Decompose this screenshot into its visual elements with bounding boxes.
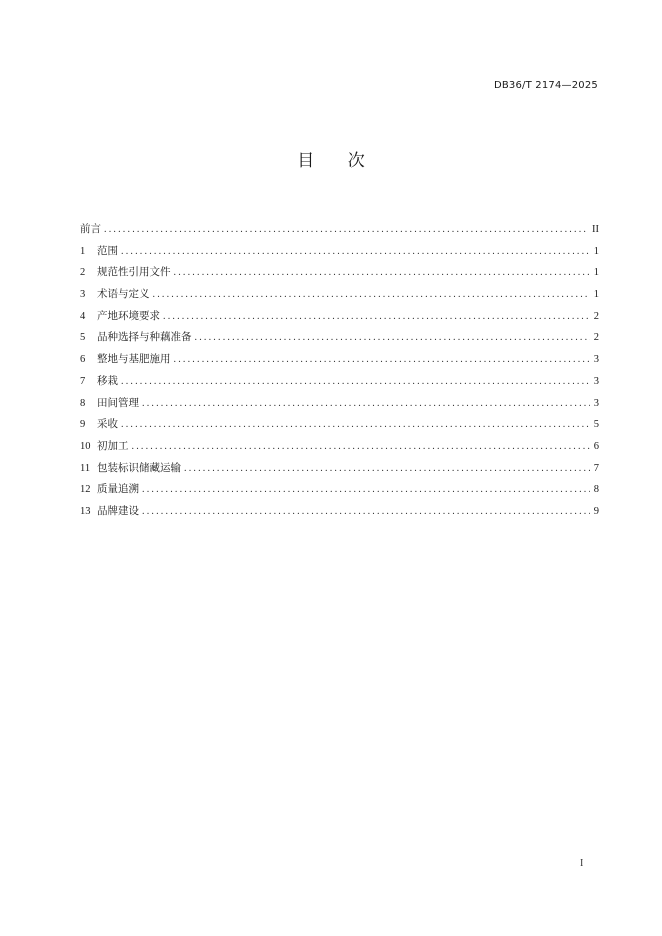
toc-leader xyxy=(132,436,590,458)
toc-entry[interactable] xyxy=(80,327,599,349)
toc-label: 整地与基肥施用 xyxy=(97,353,171,366)
toc-page-number: 9 xyxy=(593,505,599,517)
toc-page-number: 6 xyxy=(593,440,599,452)
toc-label: 品种选择与种藕准备 xyxy=(97,331,192,344)
toc-label: 品牌建设 xyxy=(97,504,139,517)
toc-leader xyxy=(163,306,590,328)
toc-leader xyxy=(153,284,590,306)
toc-entry[interactable] xyxy=(80,458,599,480)
toc-section-number: 3 xyxy=(80,289,86,301)
toc-section-number: 2 xyxy=(80,267,86,279)
toc-entry[interactable] xyxy=(80,371,599,393)
toc-leader xyxy=(121,414,590,436)
toc-entry[interactable] xyxy=(80,241,599,263)
page-title: 目 次 xyxy=(297,151,379,171)
toc-section-number: 4 xyxy=(80,310,86,322)
toc-entry[interactable] xyxy=(80,393,599,415)
toc-label: 术语与定义 xyxy=(97,288,150,301)
toc-page-number: 1 xyxy=(593,267,599,279)
toc-page-number: 3 xyxy=(593,354,599,366)
toc-leader xyxy=(121,371,590,393)
toc-leader xyxy=(142,393,590,415)
toc-section-number: 1 xyxy=(80,245,86,257)
toc-section-number: 12 xyxy=(80,484,91,496)
toc-section-number: 10 xyxy=(80,440,91,452)
toc-page-number: 8 xyxy=(593,484,599,496)
toc-section-number: 11 xyxy=(80,462,91,474)
toc-label: 规范性引用文件 xyxy=(97,266,171,279)
toc-entry[interactable] xyxy=(80,284,599,306)
toc-section-number: 9 xyxy=(80,419,86,431)
toc-leader xyxy=(142,501,590,523)
toc-label: 田间管理 xyxy=(97,396,139,409)
toc-page-number: 2 xyxy=(593,332,599,344)
toc-section-number: 7 xyxy=(80,375,86,387)
toc-label: 范围 xyxy=(97,244,118,257)
toc-section-number: 6 xyxy=(80,354,86,366)
toc-page-number: 1 xyxy=(593,289,599,301)
toc-label: 初加工 xyxy=(97,439,129,452)
document-code: DB36/T 2174—2025 xyxy=(493,80,598,91)
toc-page-number: 3 xyxy=(593,375,599,387)
toc-page-number: 7 xyxy=(593,462,599,474)
toc-leader xyxy=(184,458,590,480)
toc-leader xyxy=(174,262,590,284)
toc-section-number: 5 xyxy=(80,332,86,344)
toc-label: 采收 xyxy=(97,418,118,431)
toc-leader xyxy=(121,241,590,263)
toc-leader xyxy=(104,219,588,241)
toc-page-number: II xyxy=(592,224,599,235)
toc-label: 包装标识储藏运输 xyxy=(97,461,181,474)
toc-entry[interactable] xyxy=(80,306,599,328)
toc-entry[interactable] xyxy=(80,262,599,284)
toc-page-number: 1 xyxy=(593,245,599,257)
table-of-contents xyxy=(80,219,599,523)
toc-entry[interactable] xyxy=(80,219,599,241)
toc-page-number: 2 xyxy=(593,310,599,322)
toc-leader xyxy=(174,349,590,371)
toc-entry[interactable] xyxy=(80,479,599,501)
toc-entry[interactable] xyxy=(80,436,599,458)
toc-entry[interactable] xyxy=(80,349,599,371)
toc-section-number: 13 xyxy=(80,505,91,517)
toc-page-number: 3 xyxy=(593,397,599,409)
toc-label: 产地环境要求 xyxy=(97,309,160,322)
toc-label: 前言 xyxy=(80,223,101,235)
toc-entry[interactable] xyxy=(80,501,599,523)
toc-label: 质量追溯 xyxy=(97,483,139,496)
toc-entry[interactable] xyxy=(80,414,599,436)
toc-leader xyxy=(142,479,590,501)
toc-leader xyxy=(195,327,590,349)
toc-page-number: 5 xyxy=(593,419,599,431)
toc-section-number: 8 xyxy=(80,397,86,409)
page-number: I xyxy=(580,858,584,869)
toc-label: 移栽 xyxy=(97,374,118,387)
